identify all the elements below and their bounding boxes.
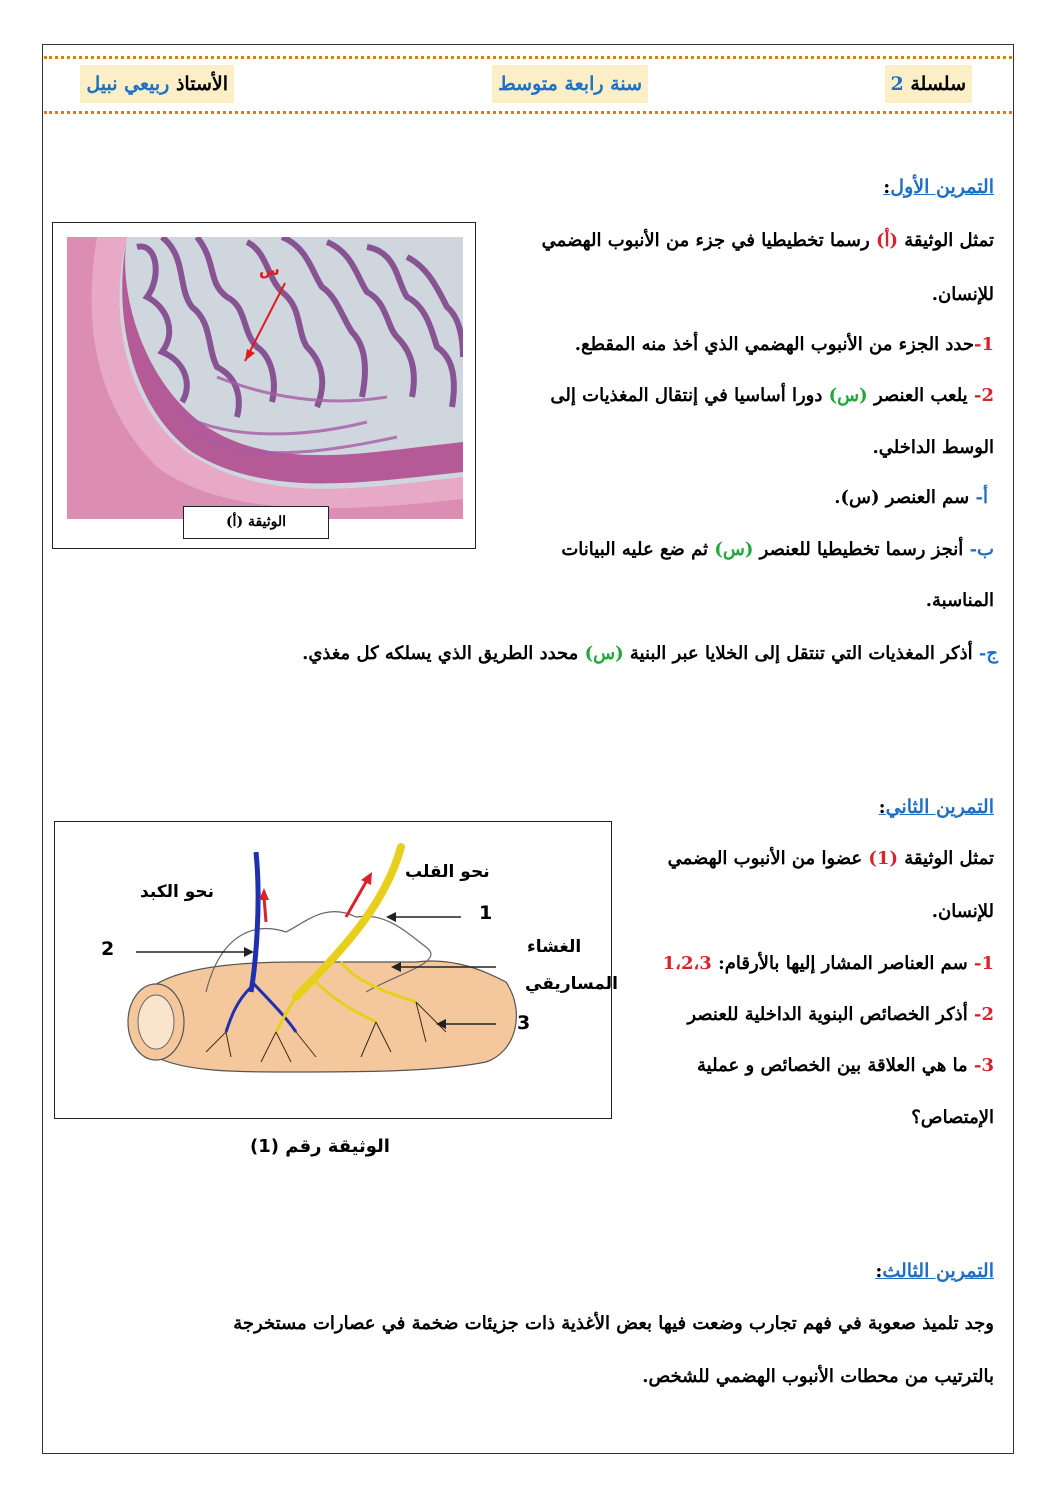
ex3-title: التمرين الثالث: [875, 1260, 994, 1282]
label-to-heart: نحو القلب [405, 862, 490, 882]
ex3-line2: بالترتيب من محطات الأنبوب الهضمي للشخص. [642, 1366, 994, 1387]
teacher-name: ربيعي نبيل [86, 73, 170, 95]
ex1-title: التمرين الأول: [883, 176, 994, 198]
teacher-box [80, 65, 234, 103]
ex1-qa: أ- سم العنصر (س). [834, 487, 988, 508]
level-label: سنة رابعة متوسط [498, 73, 642, 95]
ex2-title: التمرين الثاني: [878, 796, 994, 818]
label-mesentery-1: الغشاء [527, 937, 582, 957]
ex1-q1: 1-حدد الجزء من الأنبوب الهضمي الذي أخذ منه المقطع. [574, 334, 994, 355]
ex3-line1: وجد تلميذ صعوبة في فهم تجارب وضعت فيها بعض الأغذية ذات جزيئات ضخمة في عصارات مستخرجة [233, 1313, 994, 1334]
ex2-q1: 1- سم العناصر المشار إليها بالأرقام: 1،2،3 [662, 953, 994, 974]
ex1-q2-cont: الوسط الداخلي. [872, 437, 994, 458]
label-3: 3 [517, 1012, 531, 1034]
label-x: س [259, 261, 280, 279]
page-header [44, 56, 1012, 114]
ex2-q3: 3- ما هي العلاقة بين الخصائص و عملية [697, 1055, 994, 1076]
ex1-qc: ج- أذكر المغذيات التي تنتقل إلى الخلايا عبر البنية (س) محدد الطريق الذي يسلكه كل مغذي. [302, 643, 998, 664]
figure-1-caption: الوثيقة رقم (1) [250, 1136, 390, 1157]
label-2: 2 [101, 938, 115, 960]
ex2-intro: تمثل الوثيقة (1) عضوا من الأنبوب الهضمي [667, 848, 994, 869]
ex1-qb-cont: المناسبة. [925, 590, 994, 611]
label-1: 1 [479, 902, 493, 924]
figure-1 [54, 821, 618, 1119]
level-box [492, 65, 648, 103]
series-number: 2 [890, 73, 904, 95]
teacher-title: الأستاذ [175, 73, 228, 95]
ex1-qb: ب- أنجز رسما تخطيطيا للعنصر (س) ثم ضع عليه البيانات [561, 539, 994, 560]
ex2-intro-cont: للإنسان. [931, 901, 994, 922]
series-box [885, 65, 973, 103]
intestine-vessels-diagram [56, 822, 611, 1117]
ex1-intro-cont: للإنسان. [931, 284, 994, 305]
label-mesentery-2: المساريقي [525, 974, 618, 994]
ex2-q3-cont: الإمتصاص؟ [911, 1107, 994, 1128]
intestine-section-image [67, 237, 463, 519]
ex1-intro: تمثل الوثيقة (أ) رسما تخطيطيا في جزء من الأنبوب الهضمي [541, 230, 994, 251]
figure-a-caption: الوثيقة (أ) [183, 506, 329, 539]
ex2-q2: 2- أذكر الخصائص البنوية الداخلية للعنصر [687, 1004, 994, 1025]
label-to-liver: نحو الكبد [140, 882, 215, 902]
ex1-q2: 2- يلعب العنصر (س) دورا أساسيا في إنتقال المغذيات إلى [550, 385, 994, 406]
figure-a [52, 222, 476, 549]
series-label: سلسلة [910, 73, 966, 95]
